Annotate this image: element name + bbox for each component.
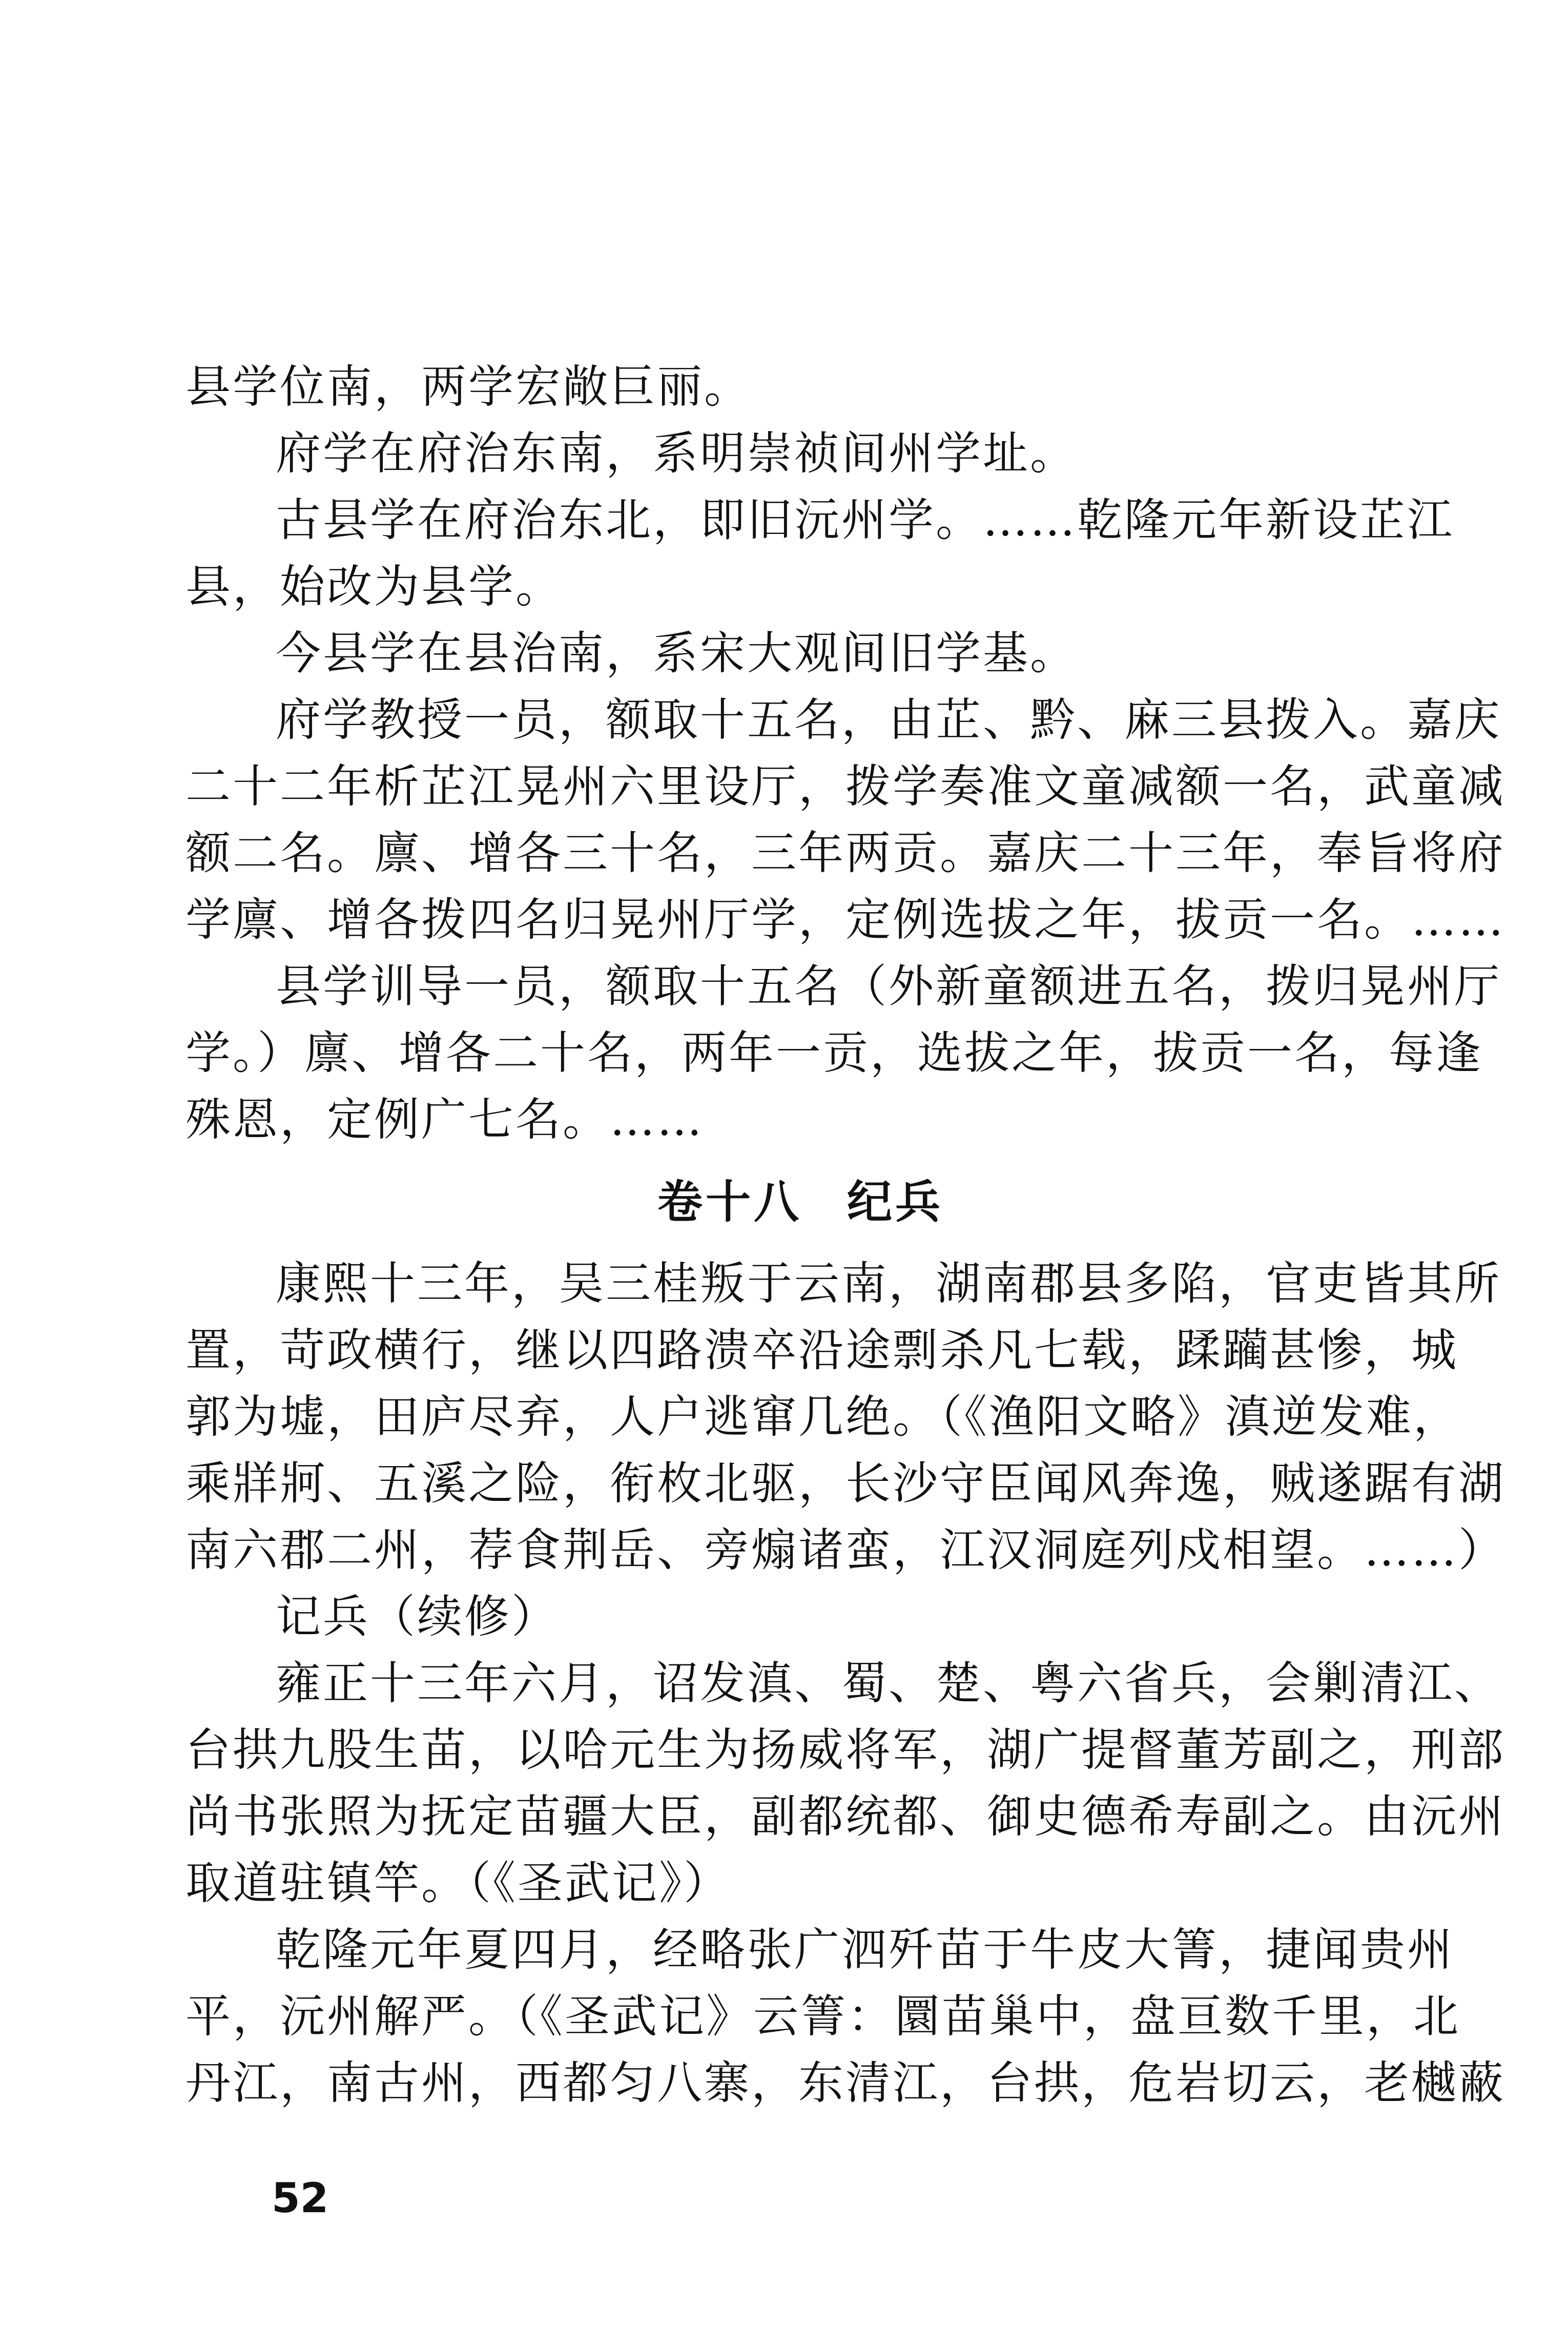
text-line: 殊恩，定例广七名。…… [185,1093,705,1146]
heading-volume: 卷十八 [657,1175,802,1228]
text-line: 古县学在府治东北，即旧沅州学。……乾隆元年新设芷江 [276,493,1455,546]
text-line: 府学教授一员，额取十五名，由芷、黔、麻三县拨入。嘉庆 [276,693,1502,746]
text-line: 丹江，南古州，西都匀八寨，东清江，台拱，危岩切云，老樾蔽 [185,2056,1506,2109]
text-line: 学。）廪、增各二十名，两年一贡，选拔之年，拔贡一名，每逢 [185,1026,1483,1079]
text-line: 郭为墟，田庐尽弃，人户逃窜几绝。（《渔阳文略》滇逆发难， [185,1390,1461,1443]
text-line: 取道驻镇竿。（《圣武记》） [185,1857,731,1909]
text-line: 台拱九股生苗，以哈元生为扬威将军，湖广提督董芳副之，刑部 [185,1723,1506,1776]
text-line: 乘牂牁、五溪之险，衔枚北驱，长沙守臣闻风奔逸，贼遂踞有湖 [185,1457,1506,1510]
text-line: 乾隆元年夏四月，经略张广泗歼苗于牛皮大箐，捷闻贵州 [276,1923,1455,1976]
text-line: 县，始改为县学。 [185,560,563,613]
text-line: 二十二年析芷江晃州六里设厅，拨学奏准文童减额一名，武童减 [185,760,1506,813]
text-line: 平，沅州解严。（《圣武记》云箐：圜苗巢中，盘亘数千里，北 [185,1990,1461,2043]
text-line: 县学训导一员，额取十五名（外新童额进五名，拨归晃州厅 [276,960,1502,1013]
section-heading [185,1153,1415,1250]
text-line: 今县学在县治南，系宋大观间旧学基。 [276,627,1078,679]
text-line: 尚书张照为抚定苗疆大臣，副都统都、御史德希寿副之。由沅州 [185,1790,1506,1843]
text-line: 府学在府治东南，系明崇祯间州学址。 [276,427,1078,480]
text-line: 雍正十三年六月，诏发滇、蜀、楚、粤六省兵，会剿清江、 [276,1657,1502,1709]
text-line: 置，苛政横行，继以四路溃卒沿途剽杀凡七载，蹂躏甚惨，城 [185,1324,1459,1376]
text-line: 南六郡二州，荐食荆岳、旁煽诸蛮，江汉洞庭列戍相望。……） [185,1523,1506,1576]
text-line: 县学位南，两学宏敞巨丽。 [185,360,752,413]
text-line: 学廪、增各拨四名归晃州厅学，定例选拔之年，拔贡一名。…… [185,893,1506,946]
text-line: 额二名。廪、增各三十名，三年两贡。嘉庆二十三年，奉旨将府 [185,827,1506,879]
page-number: 52 [272,2174,329,2222]
heading-title: 纪兵 [847,1175,944,1228]
body-text [185,354,1506,2116]
text-line: 康熙十三年，吴三桂叛于云南，湖南郡县多陷，官吏皆其所 [276,1257,1502,1310]
text-line: 记兵（续修） [276,1590,559,1643]
